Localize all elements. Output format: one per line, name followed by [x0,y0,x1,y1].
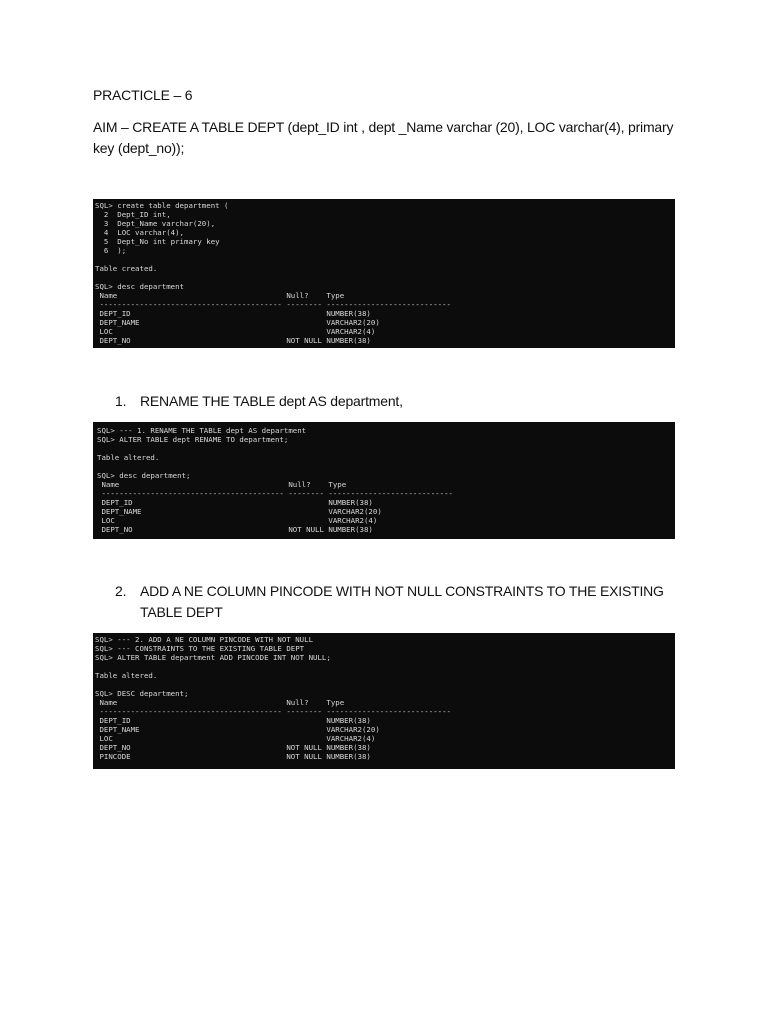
terminal-screenshot-create-table [93,199,675,348]
step-number: 2. [115,583,127,599]
step-number: 1. [115,393,127,409]
terminal-output: SQL> --- 2. ADD A NE COLUMN PINCODE WITH NOT NULL SQL> --- CONSTRAINTS TO THE EXISTING TABLE DEPT SQL> ALTER TABLE department ADD PINCODE INT NOT NULL; Table altered. SQL> DESC department; Name Null? Type ----------------------------------------- -------- ---------------------------- DEPT_ID NUMBER(38) DEPT_NAME VARCHAR2(20) LOC VARCHAR2(4) DEPT_NO NOT NULL NUMBER(38) PINCODE NOT NULL NUMBER(38) [95,635,451,761]
page-heading: PRACTICLE – 6 [93,87,193,103]
terminal-output: SQL> --- 1. RENAME THE TABLE dept AS department SQL> ALTER TABLE dept RENAME TO department; Table altered. SQL> desc department; Name Null? Type ----------------------------------------- -------- ---------------------------- DEPT_ID NUMBER(38) DEPT_NAME VARCHAR2(20) LOC VARCHAR2(4) DEPT_NO NOT NULL NUMBER(38) [97,426,453,534]
aim-statement: AIM – CREATE A TABLE DEPT (dept_ID int , dept _Name varchar (20), LOC varchar(4), primary key (dept_no)); [93,119,674,156]
terminal-screenshot-add-column [93,633,675,769]
terminal-screenshot-rename-table [93,422,675,539]
step-text: ADD A NE COLUMN PINCODE WITH NOT NULL CONSTRAINTS TO THE EXISTING TABLE DEPT [140,583,664,620]
terminal-output: SQL> create table department ( 2 Dept_ID int, 3 Dept_Name varchar(20), 4 LOC varchar(4), 5 Dept_No int primary key 6 ); Table created. SQL> desc department Name Null? Type ----------------------------------------- -------- ---------------------------- DEPT_ID NUMBER(38) DEPT_NAME VARCHAR2(20) LOC VARCHAR2(4) DEPT_NO NOT NULL NUMBER(38) [95,201,451,345]
step-text: RENAME THE TABLE dept AS department, [140,393,403,409]
